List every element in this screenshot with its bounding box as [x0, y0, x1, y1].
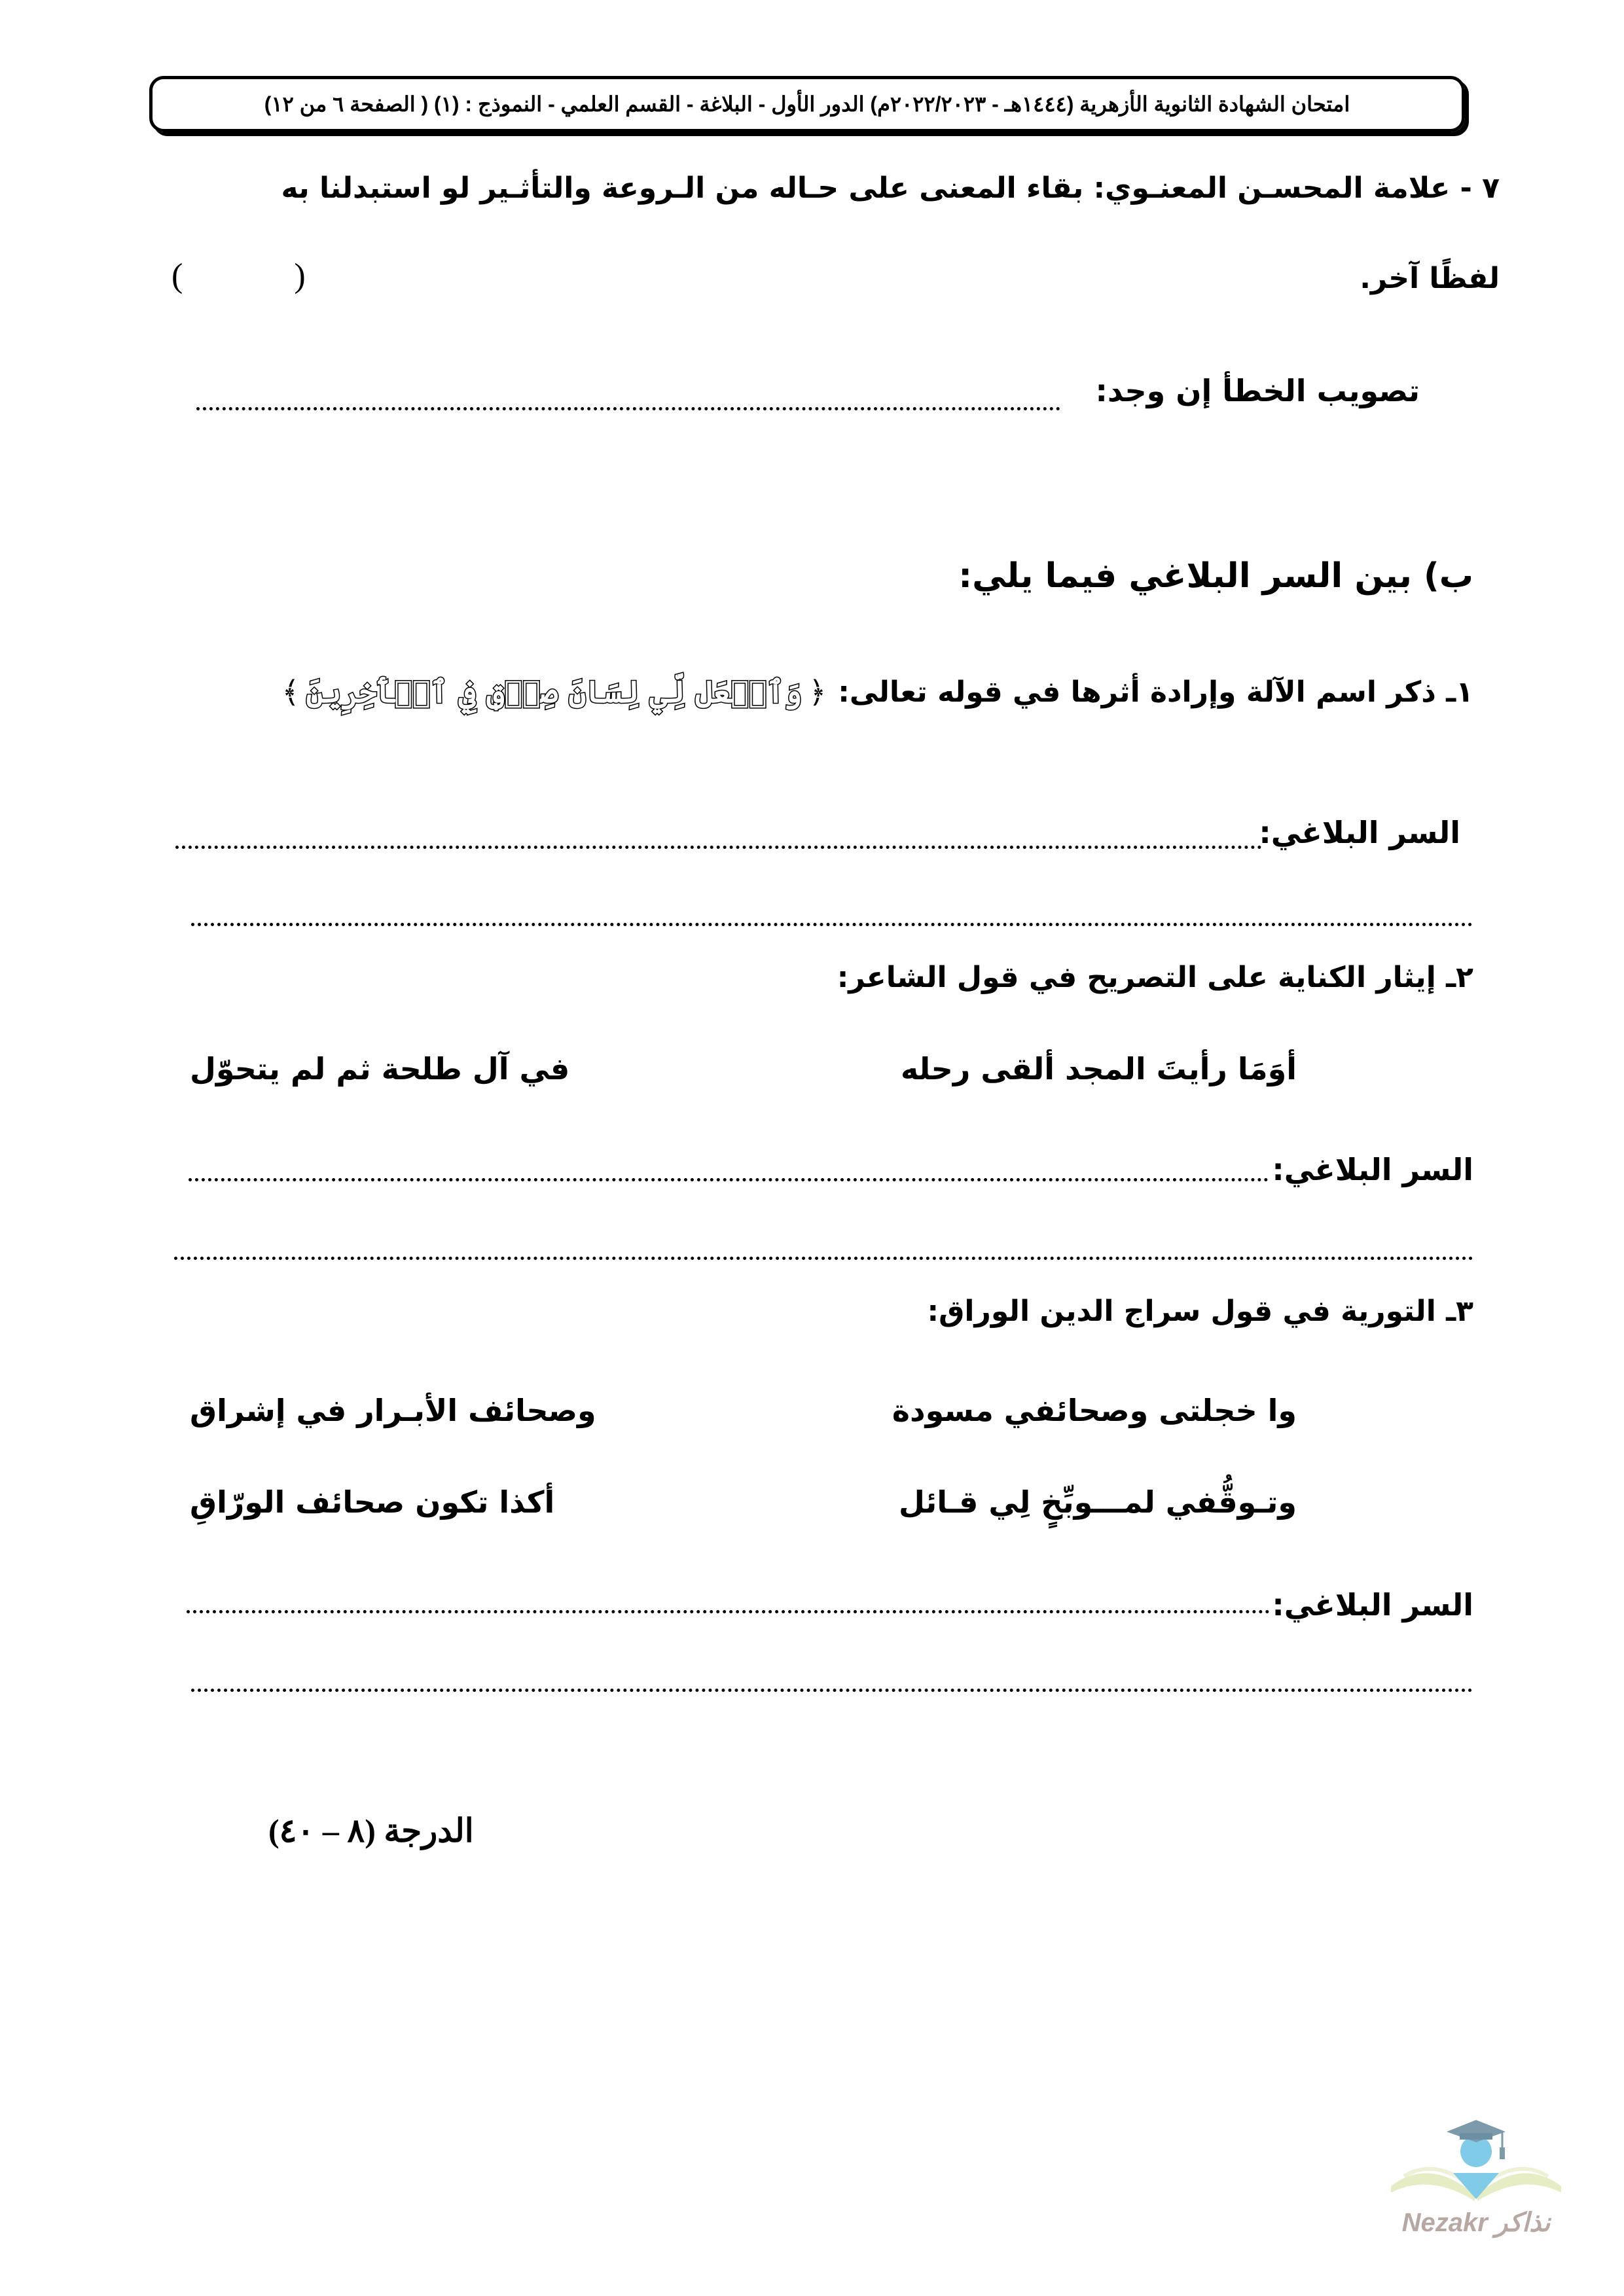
answer-parentheses[interactable]	[171, 257, 306, 295]
open-paren: (	[171, 257, 183, 295]
graduate-book-logo-icon	[1378, 2111, 1574, 2209]
close-paren: )	[294, 257, 306, 295]
item-3-answer-label: السر البلاغي:	[1272, 1587, 1473, 1623]
item-3-verse-1	[190, 1393, 1297, 1428]
nezakr-watermark-text: Nezakr نذاكر	[1401, 2208, 1551, 2237]
item-2-prompt: ٢ـ إيثار الكناية على التصريح في قول الشاعر:	[837, 961, 1473, 994]
item-1-answer-label: السر البلاغي:	[1259, 815, 1460, 850]
section-b-title: ب) بين السر البلاغي فيما يلي:	[958, 556, 1473, 596]
item-3-prompt: ٣ـ التورية في قول سراج الدين الوراق:	[927, 1295, 1473, 1328]
item-3-verse-2-first-hemistich: وتـوقُّفي لمـــوبِّخٍ لِي قـائل	[898, 1484, 1297, 1520]
item-1-prompt: ١ـ ذكر اسم الآلة وإرادة أثرها في قوله تعالى:	[838, 675, 1473, 709]
item-1-row	[282, 674, 1473, 709]
item-1-answer-line-1[interactable]	[175, 846, 1262, 849]
ornate-bracket-open-icon: ﴿	[808, 674, 827, 709]
grade-label: الدرجة (٨ – ٤٠)	[268, 1812, 474, 1849]
ornate-bracket-close-icon: ﴾	[281, 674, 300, 709]
question-7-line-1: ٧ - علامة المحسـن المعنـوي: بقاء المعنى على حـاله من الـروعة والتأثـير لو استبدلنا به	[281, 171, 1500, 205]
quran-quote	[282, 674, 827, 709]
item-2-verse-first-hemistich: أوَمَا رأيتَ المجد ألقى رحله	[901, 1051, 1297, 1086]
item-2-verse	[190, 1051, 1297, 1086]
item-2-verse-second-hemistich: في آل طلحة ثم لم يتحوّل	[190, 1051, 570, 1086]
nezakr-watermark	[1378, 2111, 1574, 2261]
correction-answer-line[interactable]	[196, 407, 1060, 410]
item-3-answer-line-1[interactable]	[187, 1610, 1270, 1613]
exam-header-title: امتحان الشهادة الثانوية الأزهرية (١٤٤٤هـ - ٢٠٢٢/٢٠٢٣م) الدور الأول - البلاغة - القسم العلمي - النموذج : (١) ( الصفحة ٦ من ١٢)	[264, 92, 1350, 116]
item-1-answer-line-2[interactable]	[191, 923, 1473, 926]
quran-verse-text: وَٱجۡعَل لِّي لِسَانَ صِدۡقٖ فِي ٱلۡأٓخِرِينَ	[306, 674, 803, 709]
item-3-verse-2	[190, 1484, 1297, 1520]
item-2-answer-line-2[interactable]	[174, 1257, 1473, 1260]
item-3-verse-1-second-hemistich: وصحائف الأبـرار في إشراق	[190, 1393, 596, 1428]
question-7-line-2: لفظًا آخر.	[1360, 262, 1500, 295]
item-2-answer-label: السر البلاغي:	[1272, 1152, 1473, 1187]
item-3-answer-line-2[interactable]	[191, 1689, 1473, 1692]
exam-header	[149, 76, 1465, 132]
item-3-verse-2-second-hemistich: أكذا تكون صحائف الورّاقِ	[190, 1484, 555, 1520]
item-2-answer-line-1[interactable]	[189, 1178, 1269, 1181]
item-3-verse-1-first-hemistich: وا خجلتى وصحائفي مسودة	[892, 1393, 1297, 1428]
correction-label: تصويب الخطأ إن وجد:	[1095, 373, 1420, 408]
